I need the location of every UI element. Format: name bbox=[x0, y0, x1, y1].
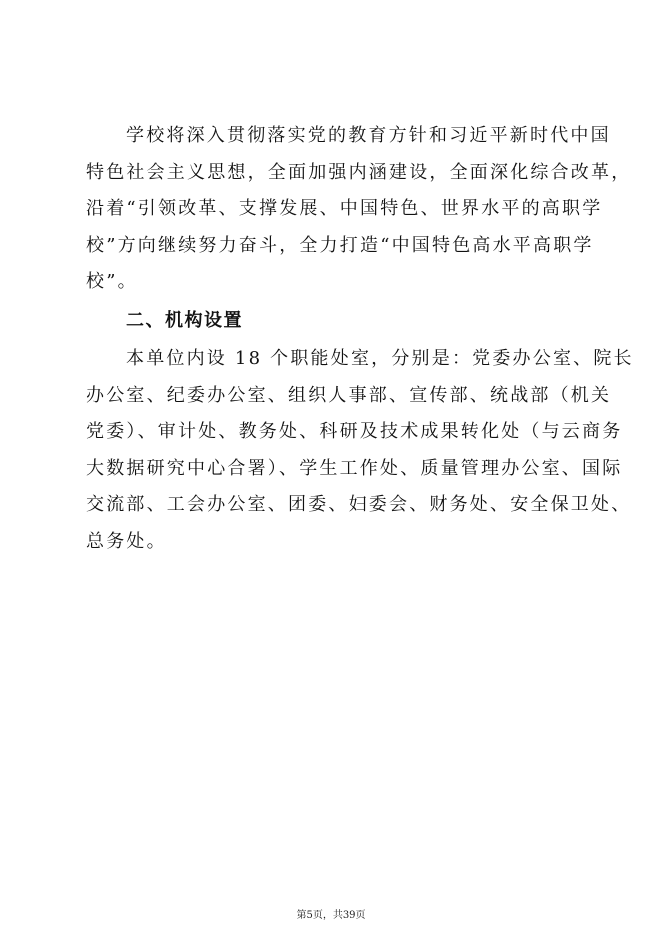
paragraph-line: 总务处。 bbox=[86, 530, 167, 552]
paragraph-line: 校”。 bbox=[86, 271, 138, 292]
paragraph-line: 沿着“引领改革、支撑发展、中国特色、世界水平的高职学 bbox=[86, 198, 603, 219]
paragraph-line: 特色社会主义思想，全面加强内涵建设，全面深化综合改革， bbox=[86, 161, 632, 183]
paragraph-line: 校”方向继续努力奋斗，全力打造“中国特色高水平高职学 bbox=[86, 234, 594, 256]
page-number-footer: 第5页，共39页 bbox=[296, 910, 366, 921]
paragraph-line: 办公室、纪委办公室、组织人事部、宣传部、统战部（机关 bbox=[86, 384, 612, 406]
paragraph-line: 大数据研究中心合署）、学生工作处、质量管理办公室、国际 bbox=[86, 457, 623, 479]
section-heading: 二、机构设置 bbox=[126, 309, 243, 331]
paragraph-line: 学校将深入贯彻落实党的教育方针和习近平新时代中国 bbox=[126, 125, 611, 146]
paragraph-line: 交流部、工会办公室、团委、妇委会、财务处、安全保卫处、 bbox=[86, 494, 632, 515]
paragraph-organization bbox=[86, 341, 634, 560]
paragraph-mission bbox=[86, 118, 632, 301]
paragraph-line: 党委）、审计处、教务处、科研及技术成果转化处（与云商务 bbox=[86, 421, 623, 442]
page-content bbox=[86, 118, 634, 560]
paragraph-line: 本单位内设 18 个职能处室，分别是：党委办公室、院长 bbox=[126, 348, 634, 369]
